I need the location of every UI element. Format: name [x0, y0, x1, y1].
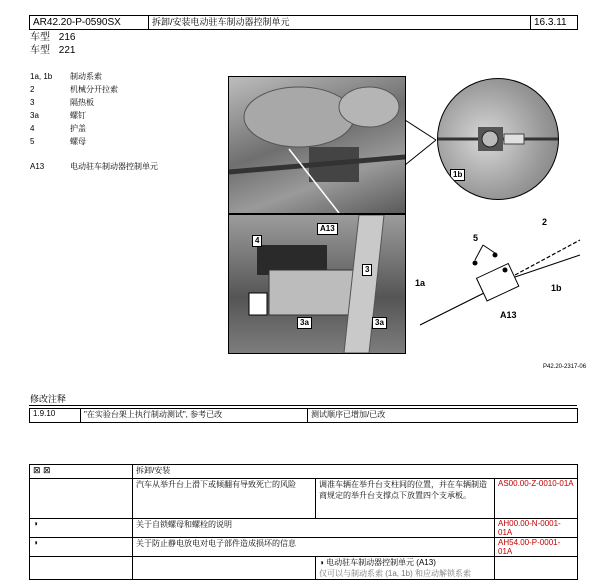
legend-text: 螺母 [70, 137, 86, 146]
icons-header: ⊠ ⊠ [30, 465, 133, 479]
callout-5: 5 [473, 233, 479, 243]
legend-text: 机械分开拉索 [70, 85, 118, 94]
instruction-ref-link[interactable]: AH54.00-P-0001-01A [495, 538, 578, 557]
revision-change: 测试顺序已增加/已改 [308, 409, 578, 423]
legend-item [30, 135, 118, 148]
callout-3a: 3a [297, 317, 312, 329]
instruction-ref-link[interactable]: AS00.00-Z-0010-01A [495, 479, 578, 519]
model-value: 216 [58, 32, 76, 43]
instruction-ref-link[interactable]: AH00.00-N-0001-01A [495, 519, 578, 538]
legend-text: 螺钉 [70, 111, 86, 120]
model-list [30, 31, 75, 57]
revision-divider [29, 405, 577, 406]
legend-item [30, 109, 118, 122]
instruction-text: 汽车从举升台上滑下或倾翻有导致死亡的风险 [133, 479, 316, 519]
model-row [30, 31, 75, 44]
header-table [29, 15, 578, 30]
instruction-text-2: 仅可以与制动系索 (1a, 1b) 和应动解锁系索 [319, 569, 472, 578]
callout-1b: 1b [450, 169, 465, 181]
photo-underbody-drawing [229, 77, 405, 213]
legend-item [30, 70, 118, 83]
instruction-icon [30, 479, 133, 519]
model-label: 车型 [30, 32, 50, 43]
last-row-empty [30, 557, 133, 580]
info-icon: ◑ [30, 519, 133, 538]
legend-item [30, 96, 118, 109]
legend-code: 3 [30, 98, 35, 107]
legend-a13 [30, 161, 158, 172]
zoom-circle-drawing [438, 79, 558, 199]
legend-text: 制动系索 [70, 72, 102, 81]
legend-code: 4 [30, 124, 35, 133]
legend-code: 5 [30, 137, 35, 146]
legend-text: 护盖 [70, 124, 86, 133]
instruction-text: 关于自锁螺母和螺栓的说明 [133, 519, 495, 538]
legend [30, 70, 118, 148]
last-row-empty [133, 557, 316, 580]
revision-desc: "在实验台架上执行制动测试", 参考已改 [81, 409, 308, 423]
doc-date: 16.3.11 [531, 16, 578, 30]
instruction-text: 关于防止静电放电对电子部件造成损坏的信息 [133, 538, 495, 557]
callout-1a: 1a [415, 278, 426, 288]
model-row [30, 44, 75, 57]
instructions-table [29, 464, 578, 580]
last-row-content [316, 557, 495, 580]
component-drawing [405, 215, 585, 355]
callout-a13-2: A13 [500, 310, 517, 320]
revision-version: 1.9.10 [30, 409, 81, 423]
legend-text: 隔热板 [70, 98, 94, 107]
callout-4: 4 [252, 235, 262, 247]
instruction-text: 电动驻车制动器控制单元 (A13) [326, 558, 436, 567]
model-value: 221 [58, 45, 76, 56]
revision-heading: 修改注释 [30, 394, 67, 404]
photo-detail-a13 [228, 214, 406, 354]
callout-3: 3 [362, 264, 372, 276]
callout-1b-2: 1b [551, 283, 562, 293]
callout-a13: A13 [317, 223, 338, 235]
zoom-circle [437, 78, 559, 200]
info-icon: ◑ [319, 558, 324, 567]
legend-code: 2 [30, 85, 35, 94]
legend-item [30, 122, 118, 135]
legend-code: A13 [30, 162, 45, 171]
doc-id: AR42.20-P-0590SX [30, 16, 149, 30]
callout-2: 2 [542, 217, 548, 227]
revision-table [29, 408, 578, 423]
legend-text: 电动驻车制动器控制单元 [70, 162, 158, 171]
photo-underbody [228, 76, 406, 214]
figure-ref: P42.20-2317-06 [543, 364, 587, 370]
legend-item [30, 83, 118, 96]
model-label: 车型 [30, 45, 50, 56]
legend-code: 1a, 1b [30, 72, 53, 81]
callout-3a: 3a [372, 317, 387, 329]
info-icon: ◑ [30, 538, 133, 557]
last-row-empty [495, 557, 578, 580]
legend-code: 3a [30, 111, 39, 120]
section-title: 拆卸/安装 [133, 465, 578, 479]
doc-title: 拆卸/安装电动驻车制动器控制单元 [149, 16, 531, 30]
instruction-detail: 调准车辆在举升台支柱间的位置，并在车辆制造商规定的举升台支撑点下放置四个支承板。 [316, 479, 495, 519]
